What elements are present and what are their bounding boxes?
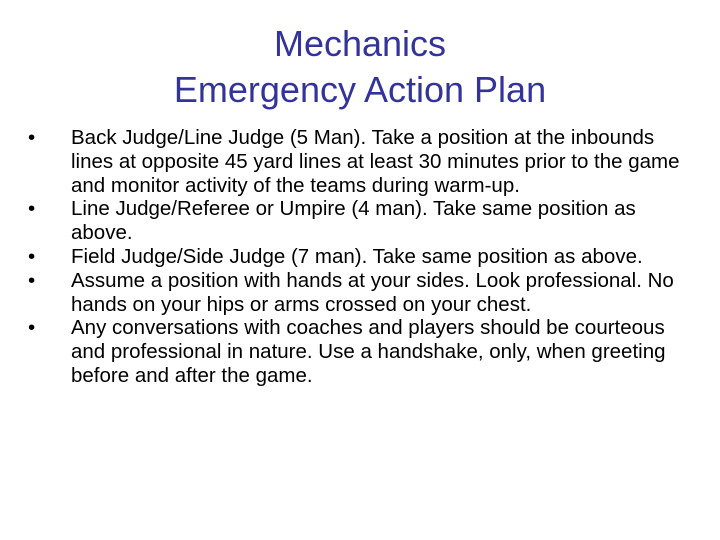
slide-title [0,21,720,113]
bullet-icon: • [28,316,36,340]
bullet-text: Field Judge/Side Judge (7 man). Take same position as above. [71,244,643,268]
bullet-item-field-judge [28,245,700,269]
bullet-icon: • [28,126,36,149]
bullet-icon: • [28,268,36,292]
bullet-list [28,126,700,388]
bullet-text: Assume a position with hands at your sides. Look professional. No hands on your hips or arms crossed on your chest. [71,268,674,316]
bullet-icon: • [28,244,36,268]
bullet-icon: • [28,197,36,221]
bullet-item-assume-position [28,269,700,317]
title-line-mechanics: Mechanics [273,23,447,64]
bullet-item-back-judge [28,126,700,197]
bullet-item-conversations [28,316,700,387]
bullet-item-line-judge [28,197,700,245]
bullet-text: Line Judge/Referee or Umpire (4 man). Take same position as above. [71,197,636,245]
bullet-text: Back Judge/Line Judge (5 Man). Take a position at the inbounds lines at opposite 45 yard lines at least 30 minutes prior to the game and monitor activity of the teams during warm-up. [71,126,680,197]
bullet-text: Any conversations with coaches and players should be courteous and professional in nature. Use a handshake, only, when greeting before and after the game. [71,316,666,387]
title-line-emergency-action-plan: Emergency Action Plan [173,69,547,110]
